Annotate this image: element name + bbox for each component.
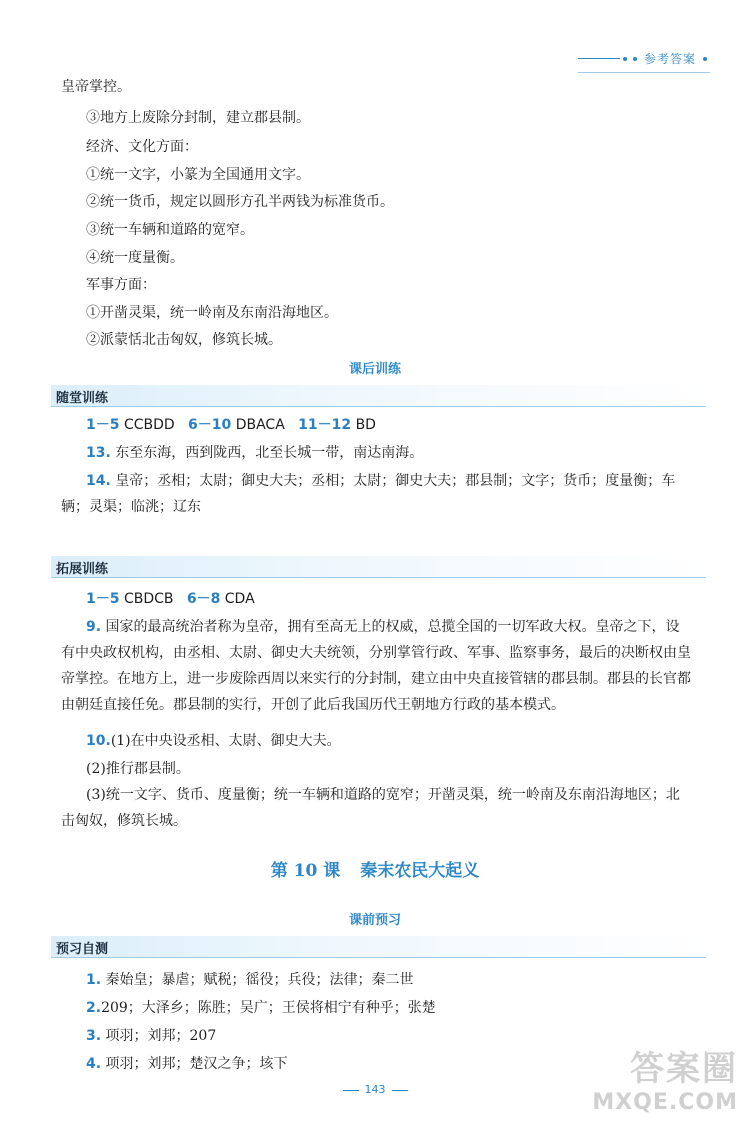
section-box-suitang xyxy=(51,385,706,407)
site-watermark xyxy=(592,1041,738,1115)
section-label: 随堂训练 xyxy=(56,391,109,406)
answer-row-10-1: 10.(1)在中央设丞相、太尉、御史大夫。 xyxy=(86,733,341,749)
section-box-yuxi xyxy=(51,936,706,958)
answer-row-preview-4: 4. 项羽；刘邦；楚汉之争；垓下 xyxy=(86,1056,288,1072)
answer-row-10-3: (3)统一文字、货币、度量衡；统一车辆和道路的宽窄；开凿灵渠，统一岭南及东南沿海地区；北击匈奴，修筑长城。 xyxy=(61,787,680,829)
answer-row-preview-2: 2.209；大泽乡；陈胜；吴广；王侯将相宁有种乎；张楚 xyxy=(86,1000,436,1016)
intro-line: ④统一度量衡。 xyxy=(86,250,184,266)
answer-key-badge xyxy=(578,50,710,67)
badge-dot-icon xyxy=(623,57,627,61)
section-heading-before-class: 课前预习 xyxy=(348,913,401,928)
intro-line: ③地方上废除分封制，建立郡县制。 xyxy=(86,110,310,126)
intro-line: ③统一车辆和道路的宽窄。 xyxy=(86,222,254,238)
intro-line: ①统一文字，小篆为全国通用文字。 xyxy=(86,167,310,183)
section-label: 预习自测 xyxy=(56,942,109,957)
answer-row-10-2: (2)推行郡县制。 xyxy=(86,761,190,777)
section-label: 拓展训练 xyxy=(56,562,109,577)
lesson-number: 第 10 课 xyxy=(270,861,341,881)
page-number: 143 xyxy=(0,1083,750,1096)
lesson-title xyxy=(0,856,750,881)
intro-line: 皇帝掌控。 xyxy=(61,79,131,95)
section-box-tuozhan xyxy=(51,556,706,578)
badge-dot-icon xyxy=(633,57,637,61)
answer-row-choices: 1－5 CBDCB 6－8 CDA xyxy=(86,591,255,607)
intro-line: 军事方面： xyxy=(86,277,156,293)
section-rule xyxy=(51,577,706,578)
section-rule xyxy=(51,406,706,407)
answer-row-preview-3: 3. 项羽；刘邦；207 xyxy=(86,1028,217,1044)
watermark-line-2: MXQE.COM xyxy=(592,1090,738,1115)
answer-row-14: 14. 皇帝；丞相；太尉；御史大夫；丞相；太尉；御史大夫；郡县制；文字；货币；度量衡；车辆；灵渠；临洮；辽东 xyxy=(61,473,676,515)
intro-line: ②统一货币，规定以圆形方孔半两钱为标准货币。 xyxy=(86,194,394,210)
badge-underline xyxy=(578,72,710,73)
section-rule xyxy=(51,957,706,958)
badge-label: 参考答案 xyxy=(643,52,696,66)
watermark-line-1: 答案圈 xyxy=(630,1049,738,1089)
intro-line: ②派蒙恬北击匈奴，修筑长城。 xyxy=(86,332,282,348)
answer-row-13: 13. 东至东海，西到陇西，北至长城一带，南达南海。 xyxy=(86,445,424,461)
badge-line-left xyxy=(578,58,620,59)
badge-dot-icon xyxy=(703,57,707,61)
answer-row-preview-1: 1. 秦始皇；暴虐；赋税；徭役；兵役；法律；秦二世 xyxy=(86,972,414,988)
section-heading-after-class: 课后训练 xyxy=(348,362,401,377)
answer-row-9: 9. 国家的最高统治者称为皇帝，拥有至高无上的权威，总揽全国的一切军政大权。皇帝之下，设有中央政权机构，由丞相、太尉、御史大夫统领，分别掌管行政、军事、监察事务，最后的决断权由皇帝掌控。在地方上，进一步废除西周以来实行的分封制，建立由中央直接管辖的郡县制。郡县的长官都由朝廷直接任免。郡县制的实行，开创了此后我国历代王朝地方行政的基本模式。 xyxy=(61,619,691,713)
lesson-name: 秦末农民大起义 xyxy=(360,861,480,881)
intro-line: 经济、文化方面： xyxy=(86,139,198,155)
answer-row-choices: 1－5 CCBDD 6－10 DBACA 11－12 BD xyxy=(86,417,376,433)
intro-line: ①开凿灵渠，统一岭南及东南沿海地区。 xyxy=(86,305,338,321)
